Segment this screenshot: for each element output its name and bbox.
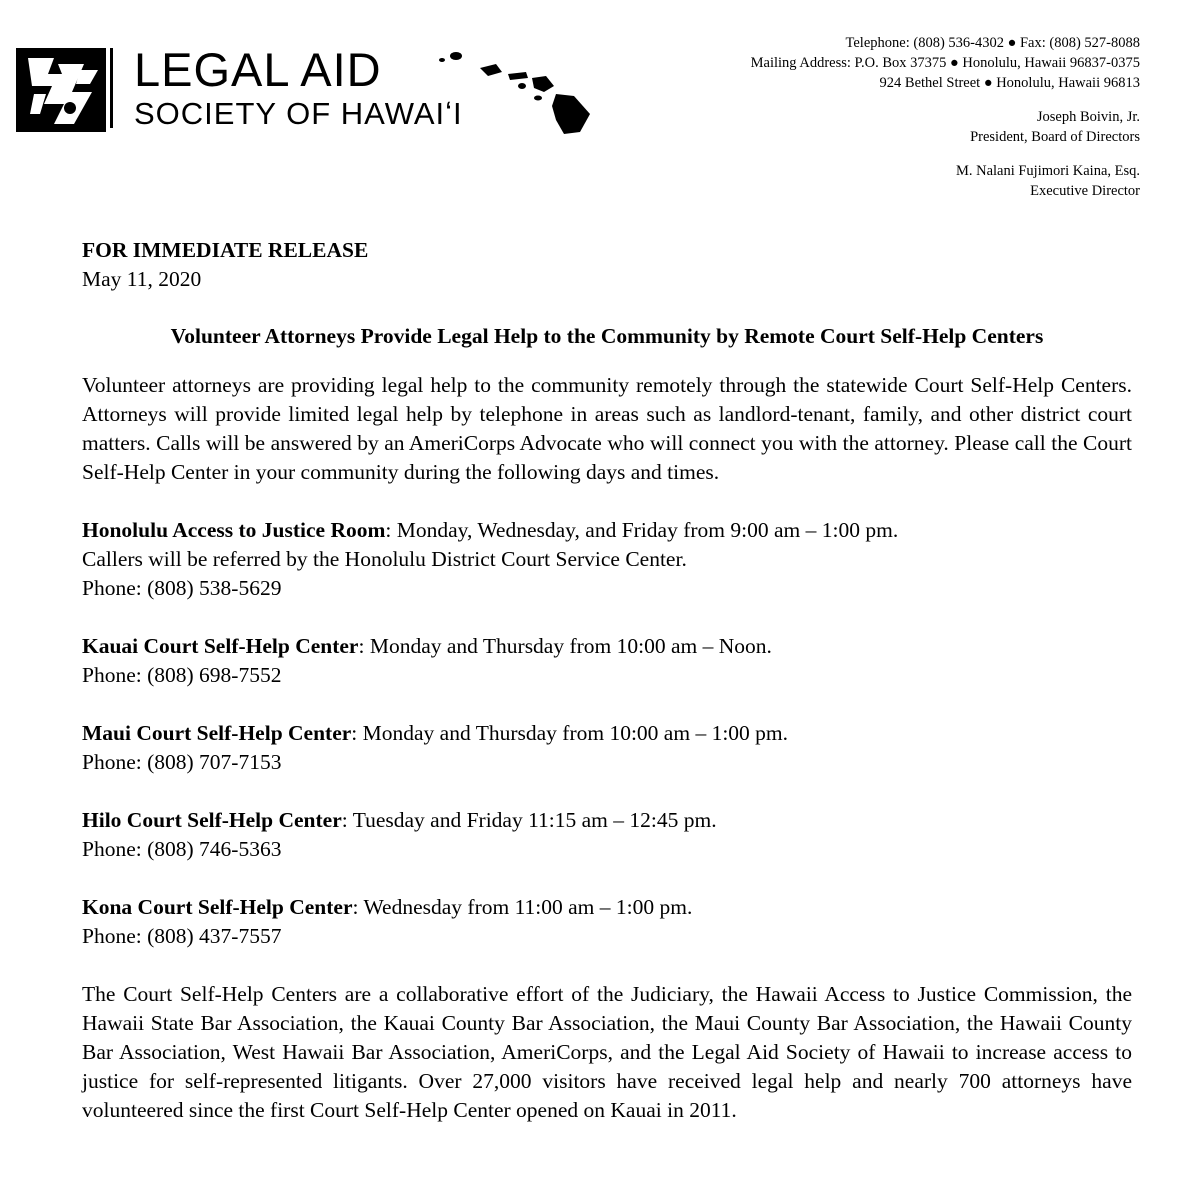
center-name: Maui Court Self-Help Center [82,721,352,745]
president-name: Joseph Boivin, Jr. [1036,109,1140,125]
center-phone: Phone: (808) 746-5363 [82,837,282,861]
center-hilo [82,806,1132,864]
mailing-address: Mailing Address: P.O. Box 37375 ● Honolulu, Hawaii 96837-0375 [750,55,1140,71]
intro-paragraph: Volunteer attorneys are providing legal help to the community remotely through the statewide Court Self-Help Centers. Attorneys will provide limited legal help by telephone in areas such as landlord-tenant, family, and other district court matters. Calls will be answered by an AmeriCorps Advocate who will connect you with the attorney. Please call the Court Self-Help Center in your community during the following days and times. [82,373,1132,484]
closing-paragraph: The Court Self-Help Centers are a collaborative effort of the Judiciary, the Hawaii Access to Justice Commission, the Hawaii State Bar Association, the Kauai County Bar Association, the Maui County Bar Association, the Hawaii County Bar Association, West Hawaii Bar Association, AmeriCorps, and the Legal Aid Society of Hawaii to increase access to justice for self-represented litigants. Over 27,000 visitors have received legal help and nearly 700 attorneys have volunteered since the first Court Self-Help Center opened on Kauai in 2011. [82,982,1132,1122]
center-schedule: : Wednesday from 11:00 am – 1:00 pm. [352,895,693,919]
director-name: M. Nalani Fujimori Kaina, Esq. [955,163,1140,179]
press-release-body [82,236,1132,1154]
center-name: Hilo Court Self-Help Center [82,808,342,832]
release-label: FOR IMMEDIATE RELEASE [82,238,369,262]
center-kauai [82,632,1132,690]
center-note: Callers will be referred by the Honolulu District Court Service Center. [82,547,687,571]
center-phone: Phone: (808) 538-5629 [82,576,282,600]
center-kona [82,893,1132,951]
center-phone: Phone: (808) 437-7557 [82,924,282,948]
hawaiian-islands-icon [434,48,594,136]
legal-aid-emblem-icon [14,44,114,136]
logo-divider [110,48,113,128]
street-address: 924 Bethel Street ● Honolulu, Hawaii 96813 [879,75,1140,91]
headline: Volunteer Attorneys Provide Legal Help to the Community by Remote Court Self-Help Centers [170,324,1044,348]
letterhead-contact [620,33,1140,201]
center-schedule: : Monday and Thursday from 10:00 am – Noon. [358,634,772,658]
center-phone: Phone: (808) 698-7552 [82,663,282,687]
center-schedule: : Monday, Wednesday, and Friday from 9:00 am – 1:00 pm. [385,518,899,542]
center-name: Kona Court Self-Help Center [82,895,353,919]
organization-logo [14,40,614,140]
phone-fax-line: Telephone: (808) 536-4302 ● Fax: (808) 527-8088 [845,35,1140,51]
center-maui [82,719,1132,777]
release-date: May 11, 2020 [82,267,202,291]
center-honolulu [82,516,1132,603]
center-schedule: : Monday and Thursday from 10:00 am – 1:00 pm. [351,721,789,745]
center-name: Kauai Court Self-Help Center [82,634,359,658]
center-name: Honolulu Access to Justice Room [82,518,386,542]
organization-name-line1: LEGAL AID [134,43,382,96]
president-title: President, Board of Directors [970,129,1140,145]
center-phone: Phone: (808) 707-7153 [82,750,282,774]
organization-name-line2: SOCIETY OF HAWAIʻI [134,96,463,131]
director-title: Executive Director [1030,183,1140,199]
center-schedule: : Tuesday and Friday 11:15 am – 12:45 pm. [341,808,717,832]
